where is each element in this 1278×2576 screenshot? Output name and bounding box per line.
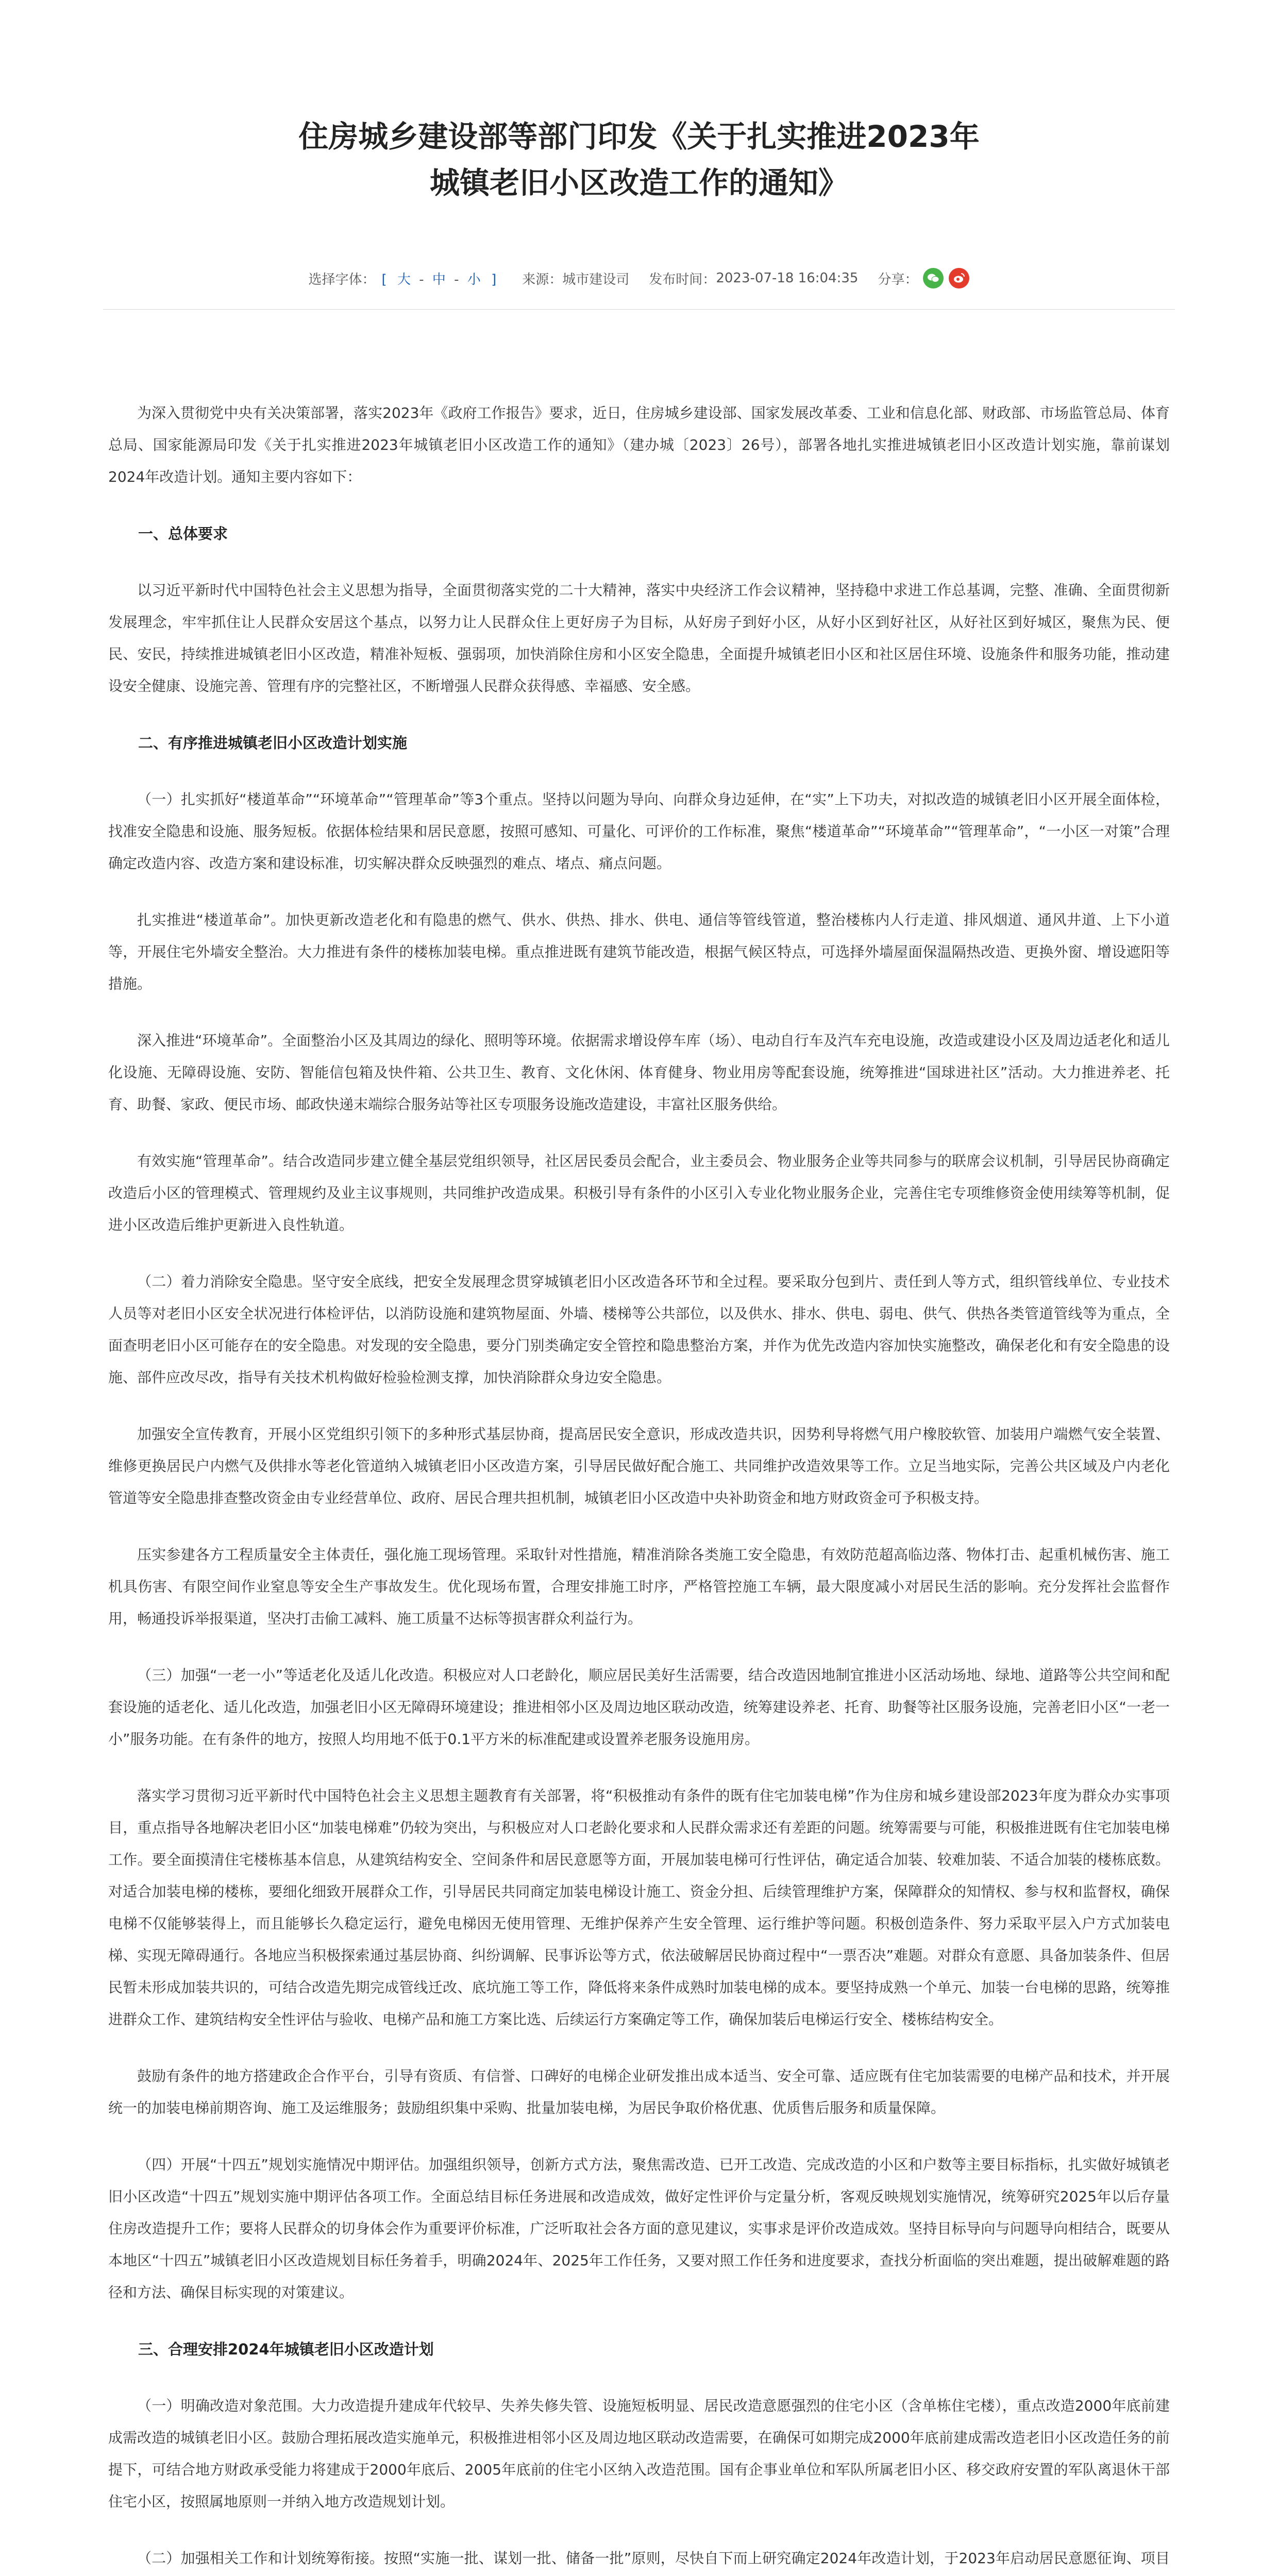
paragraph: （四）开展“十四五”规划实施情况中期评估。加强组织领导，创新方式方法，聚焦需改造、已开工改造、完成改造的小区和户数等主要目标指标，扎实做好城镇老旧小区改造“十四五”规划实施中期评估各项工作。全面总结目标任务进展和改造成效，做好定性评价与定量分析，客观反映规划实施情况，统筹研究2025年以后存量住房改造提升工作；要将人民群众的切身体会作为重要评价标准，广泛听取社会各方面的意见建议，实事求是评价改造成效。坚持目标导向与问题导向相结合，既要从本地区“十四五”城镇老旧小区改造规划目标任务着手，明确2024年、2025年工作任务，又要对照工作任务和进度要求，查找分析面临的突出难题，提出破解难题的路径和方法、确保目标实现的对策建议。 xyxy=(108,2156,1170,2301)
meta-divider xyxy=(103,309,1175,310)
font-label: 选择字体： xyxy=(308,272,376,287)
wechat-icon[interactable] xyxy=(923,268,944,289)
article-body xyxy=(108,397,1170,2576)
section-heading-2: 二、有序推进城镇老旧小区改造计划实施 xyxy=(138,734,408,752)
paragraph: 有效实施“管理革命”。结合改造同步建立健全基层党组织领导，社区居民委员会配合，业主委员会、物业服务企业等共同参与的联席会议机制，引导居民协商确定改造后小区的管理模式、管理规约及业主议事规则，共同维护改造成果。积极引导有条件的小区引入专业化物业服务企业，完善住宅专项维修资金使用续筹等机制，促进小区改造后维护更新进入良性轨道。 xyxy=(108,1153,1170,1233)
source-value: 城市建设司 xyxy=(562,272,630,287)
paragraph: （三）加强“一老一小”等适老化及适儿化改造。积极应对人口老龄化，顺应居民美好生活需要，结合改造因地制宜推进小区活动场地、绿地、道路等公共空间和配套设施的适老化、适儿化改造，加强老旧小区无障碍环境建设；推进相邻小区及周边地区联动改造，统筹建设养老、托育、助餐等社区服务设施，完善老旧小区“一老一小”服务功能。在有条件的地方，按照人均用地不低于0.1平方米的标准配建或设置养老服务设施用房。 xyxy=(108,1667,1170,1748)
time-value: 2023-07-18 16:04:35 xyxy=(716,270,859,286)
bracket-close: ] xyxy=(491,272,497,287)
paragraph: （二）加强相关工作和计划统筹衔接。按照“实施一批、谋划一批、储备一批”原则，尽快自下而上研究确定2024年改造计划，于2023年启动居民意愿征询、项目 xyxy=(137,2550,1170,2567)
font-small-link[interactable]: 小 xyxy=(467,272,481,287)
font-large-link[interactable]: 大 xyxy=(397,272,411,287)
share-label: 分享： xyxy=(878,272,918,287)
bracket-open: [ xyxy=(381,272,387,287)
font-medium-link[interactable]: 中 xyxy=(432,272,446,287)
paragraph: （二）着力消除安全隐患。坚守安全底线，把安全发展理念贯穿城镇老旧小区改造各环节和全过程。要采取分包到片、责任到人等方式，组织管线单位、专业技术人员等对老旧小区安全状况进行体检评估，以消防设施和建筑物屋面、外墙、楼梯等公共部位，以及供水、排水、供电、弱电、供气、供热各类管道管线等为重点，全面查明老旧小区可能存在的安全隐患。对发现的安全隐患，要分门别类确定安全管控和隐患整治方案，并作为优先改造内容加快实施整改，确保老化和有安全隐患的设施、部件应改尽改，指导有关技术机构做好检验检测支撑，加快消除群众身边安全隐患。 xyxy=(108,1273,1170,1386)
weibo-icon[interactable] xyxy=(949,268,969,289)
font-switch xyxy=(379,269,500,288)
paragraph-intro: 为深入贯彻党中央有关决策部署，落实2023年《政府工作报告》要求，近日，住房城乡建设部、国家发展改革委、工业和信息化部、财政部、市场监管总局、体育总局、国家能源局印发《关于扎实推进2023年城镇老旧小区改造工作的通知》（建办城〔2023〕26号），部署各地扎实推进城镇老旧小区改造计划实施，靠前谋划2024年改造计划。通知主要内容如下： xyxy=(108,404,1170,485)
share-bar xyxy=(878,268,969,289)
paragraph: 以习近平新时代中国特色社会主义思想为指导，全面贯彻落实党的二十大精神，落实中央经济工作会议精神，坚持稳中求进工作总基调，完整、准确、全面贯彻新发展理念，牢牢抓住让人民群众安居这个基点，以努力让人民群众住上更好房子为目标，从好房子到好小区，从好小区到好社区，从好社区到好城区，聚焦为民、便民、安民，持续推进城镇老旧小区改造，精准补短板、强弱项，加快消除住房和小区安全隐患，全面提升城镇老旧小区和社区居住环境、设施条件和服务功能，推动建设安全健康、设施完善、管理有序的完整社区，不断增强人民群众获得感、幸福感、安全感。 xyxy=(108,582,1170,694)
font-sep: - xyxy=(419,272,424,287)
time-label: 发布时间： xyxy=(649,272,716,287)
paragraph: 扎实推进“楼道革命”。加快更新改造老化和有隐患的燃气、供水、供热、排水、供电、通信等管线管道，整治楼栋内人行走道、排风烟道、通风井道、上下小道等，开展住宅外墙安全整治。大力推进有条件的楼栋加装电梯。重点推进既有建筑节能改造，根据气候区特点，可选择外墙屋面保温隔热改造、更换外窗、增设遮阳等措施。 xyxy=(108,911,1170,992)
section-heading-1: 一、总体要求 xyxy=(138,525,228,543)
source-label: 来源： xyxy=(522,272,563,287)
title-line-2: 城镇老旧小区改造工作的通知》 xyxy=(429,165,848,200)
article xyxy=(72,0,1206,2576)
paragraph: 深入推进“环境革命”。全面整治小区及其周边的绿化、照明等环境。依据需求增设停车库（场）、电动自行车及汽车充电设施，改造或建设小区及周边适老化和适儿化设施、无障碍设施、安防、智能信包箱及快件箱、公共卫生、教育、文化休闲、体育健身、物业用房等配套设施，统筹推进“国球进社区”活动。大力推进养老、托育、助餐、家政、便民市场、邮政快递末端综合服务站等社区专项服务设施改造建设，丰富社区服务供给。 xyxy=(108,1032,1170,1113)
title-line-1: 住房城乡建设部等部门印发《关于扎实推进2023年 xyxy=(298,119,980,154)
article-meta xyxy=(72,268,1206,289)
paragraph: 加强安全宣传教育，开展小区党组织引领下的多种形式基层协商，提高居民安全意识，形成改造共识，因势利导将燃气用户橡胶软管、加装用户端燃气安全装置、维修更换居民户内燃气及供排水等老化管道纳入城镇老旧小区改造方案，引导居民做好配合施工、共同维护改造效果等工作。立足当地实际，完善公共区域及户内老化管道等安全隐患排查整改资金由专业经营单位、政府、居民合理共担机制，城镇老旧小区改造中央补助资金和地方财政资金可予积极支持。 xyxy=(108,1426,1170,1506)
paragraph: （一）明确改造对象范围。大力改造提升建成年代较早、失养失修失管、设施短板明显、居民改造意愿强烈的住宅小区（含单栋住宅楼），重点改造2000年底前建成需改造的城镇老旧小区。鼓励合理拓展改造实施单元，积极推进相邻小区及周边地区联动改造需要，在确保可如期完成2000年底前建成需改造老旧小区改造任务的前提下，可结合地方财政承受能力将建成于2000年底后、2005年底前的住宅小区纳入改造范围。国有企事业单位和军队所属老旧小区、移交政府安置的军队离退休干部住宅小区，按照属地原则一并纳入地方改造规划计划。 xyxy=(108,2397,1170,2510)
publish-time xyxy=(649,269,858,288)
paragraph: 压实参建各方工程质量安全主体责任，强化施工现场管理。采取针对性措施，精准消除各类施工安全隐患，有效防范超高临边落、物体打击、起重机械伤害、施工机具伤害、有限空间作业窒息等安全生产事故发生。优化现场布置，合理安排施工时序，严格管控施工车辆，最大限度减小对居民生活的影响。充分发挥社会监督作用，畅通投诉举报渠道，坚决打击偷工减料、施工质量不达标等损害群众利益行为。 xyxy=(108,1546,1170,1627)
paragraph: 落实学习贯彻习近平新时代中国特色社会主义思想主题教育有关部署，将“积极推动有条件的既有住宅加装电梯”作为住房和城乡建设部2023年度为群众办实事项目，重点指导各地解决老旧小区“加装电梯难”仍较为突出，与积极应对人口老龄化要求和人民群众需求还有差距的问题。统筹需要与可能，积极推进既有住宅加装电梯工作。要全面摸清住宅楼栋基本信息，从建筑结构安全、空间条件和居民意愿等方面，开展加装电梯可行性评估，确定适合加装、较难加装、不适合加装的楼栋底数。对适合加装电梯的楼栋，要细化细致开展群众工作，引导居民共同商定加装电梯设计施工、资金分担、后续管理维护方案，保障群众的知情权、参与权和监督权，确保电梯不仅能够装得上，而且能够长久稳定运行，避免电梯因无使用管理、无维护保养产生安全管理、运行维护等问题。积极创造条件、努力采取平层入户方式加装电梯、实现无障碍通行。各地应当积极探索通过基层协商、纠纷调解、民事诉讼等方式，依法破解居民协商过程中“一票否决”难题。对群众有意愿、具备加装条件、但居民暂未形成加装共识的，可结合改造先期完成管线迁改、底坑施工等工作，降低将来条件成熟时加装电梯的成本。要坚持成熟一个单元、加装一台电梯的思路，统筹推进群众工作、建筑结构安全性评估与验收、电梯产品和施工方案比选、后续运行方案确定等工作，确保加装后电梯运行安全、楼栋结构安全。 xyxy=(108,1787,1170,2028)
page-title xyxy=(72,113,1206,206)
paragraph: 鼓励有条件的地方搭建政企合作平台，引导有资质、有信誉、口碑好的电梯企业研发推出成本适当、安全可靠、适应既有住宅加装需要的电梯产品和技术，并开展统一的加装电梯前期咨询、施工及运维服务；鼓励组织集中采购、批量加装电梯，为居民争取价格优惠、优质售后服务和质量保障。 xyxy=(108,2067,1170,2116)
font-size-selector xyxy=(309,269,503,288)
paragraph: （一）扎实抓好“楼道革命”“环境革命”“管理革命”等3个重点。坚持以问题为导向、向群众身边延伸，在“实”上下功夫，对拟改造的城镇老旧小区开展全面体检，找准安全隐患和设施、服务短板。依据体检结果和居民意愿，按照可感知、可量化、可评价的工作标准，聚焦“楼道革命”“环境革命”“管理革命”，“一小区一对策”合理确定改造内容、改造方案和建设标准，切实解决群众反映强烈的难点、堵点、痛点问题。 xyxy=(108,791,1170,872)
font-sep: - xyxy=(454,272,459,287)
source-info xyxy=(522,269,629,288)
section-heading-3: 三、合理安排2024年城镇老旧小区改造计划 xyxy=(138,2341,434,2358)
